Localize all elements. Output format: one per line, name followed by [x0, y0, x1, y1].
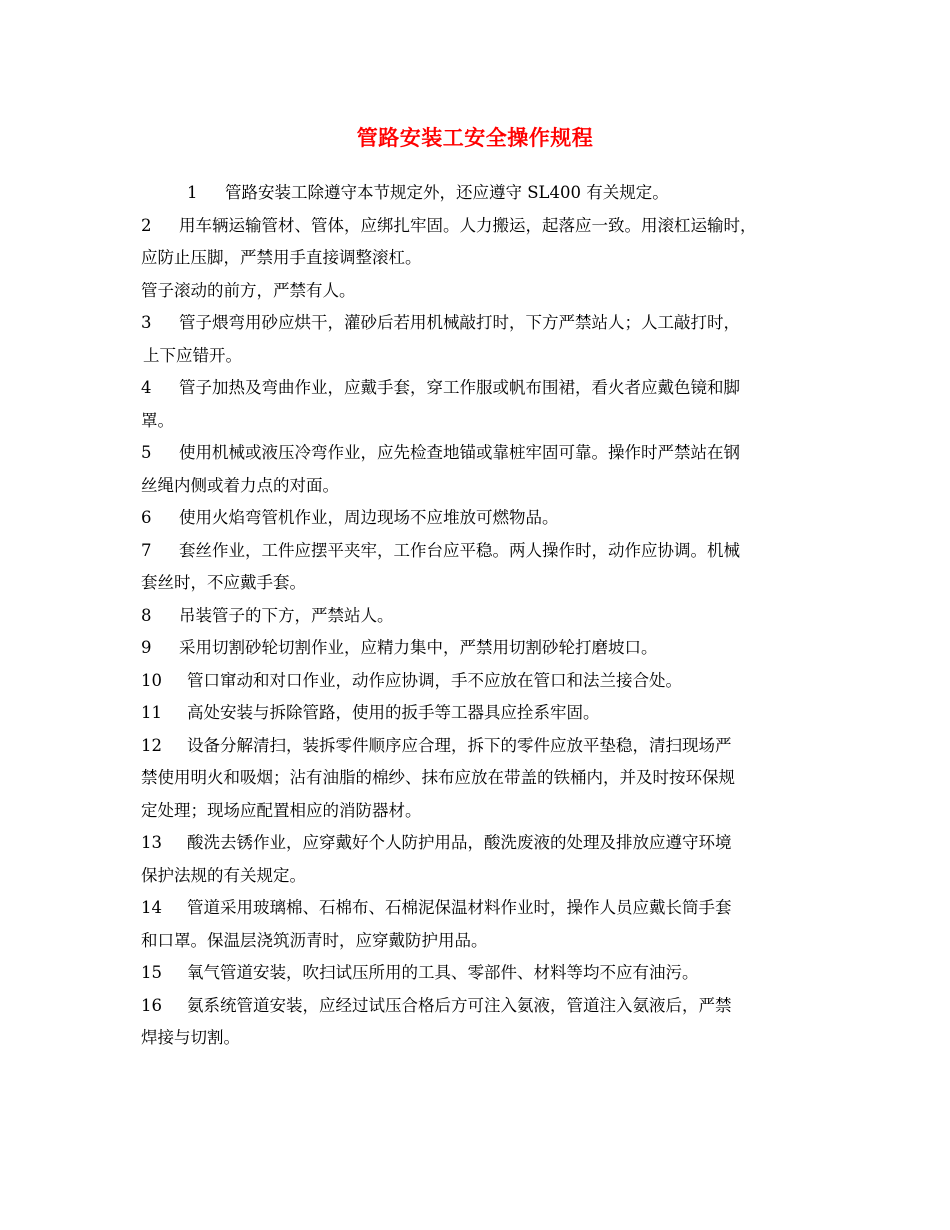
- clause-number: 1: [187, 183, 198, 202]
- clause-number: 12: [141, 735, 162, 755]
- clause-text: 应防止压脚，严禁用手直接调整滚杠。: [141, 248, 422, 267]
- clause-text: 使用火焰弯管机作业，周边现场不应堆放可燃物品。: [179, 508, 559, 527]
- clause-text: 罩。: [141, 410, 174, 430]
- clause-line: [141, 600, 809, 633]
- clause-text: 焊接与切割。: [141, 1028, 240, 1047]
- clause-text: 和口罩。保温层浇筑沥青时，应穿戴防护用品。: [141, 930, 488, 950]
- clause-line: [141, 697, 809, 730]
- clause-number: 13: [141, 833, 162, 852]
- clause-text: 禁使用明火和吸烟；沾有油脂的棉纱、抹布应放在带盖的铁桶内，并及时按环保规: [141, 768, 735, 787]
- clause-line: [141, 177, 809, 210]
- document-title: 管路安装工安全操作规程: [356, 126, 594, 150]
- clause-text: 管道采用玻璃棉、石棉布、石棉泥保温材料作业时，操作人员应戴长筒手套: [187, 898, 732, 917]
- clause-text: 上下应错开。: [143, 345, 242, 365]
- clause-number: 16: [141, 995, 162, 1015]
- clause-text: 套丝时，不应戴手套。: [141, 573, 306, 592]
- clause-text: 套丝作业，工件应摆平夹牢，工作台应平稳。两人操作时，动作应协调。机械: [179, 540, 740, 560]
- clause-continuation-line: [141, 275, 809, 308]
- clause-line: [141, 535, 809, 568]
- clause-text: 设备分解清扫，装拆零件顺序应合理，拆下的零件应放平垫稳，清扫现场严: [187, 735, 732, 755]
- clause-continuation-line: [141, 567, 809, 600]
- clause-continuation-line: [141, 1022, 809, 1055]
- clause-number: 14: [141, 898, 162, 917]
- clause-text: 氨系统管道安装，应经过试压合格后方可注入氨液，管道注入氨液后，严禁: [187, 995, 732, 1015]
- clause-continuation-line: [141, 405, 809, 438]
- clause-text: 管口窜动和对口作业，动作应协调，手不应放在管口和法兰接合处。: [187, 670, 682, 690]
- clause-number: 10: [141, 670, 162, 690]
- clause-line: [141, 210, 809, 243]
- clause-line: [141, 892, 809, 925]
- clause-text: 使用机械或液压冷弯作业，应先检查地锚或靠桩牢固可靠。操作时严禁站在钢: [179, 443, 740, 462]
- clause-number: 8: [141, 605, 152, 625]
- clause-continuation-line: [141, 242, 809, 275]
- clause-text: 高处安装与拆除管路，使用的扳手等工器具应拴系牢固。: [187, 703, 600, 722]
- clause-line: [141, 827, 809, 860]
- clause-number: 11: [141, 703, 162, 722]
- clause-line: [141, 502, 809, 535]
- clause-line: [141, 437, 809, 470]
- clause-number: 4: [141, 378, 152, 397]
- clause-text: 管子煨弯用砂应烘干，灌砂后若用机械敲打时，下方严禁站人；人工敲打时，: [179, 313, 740, 332]
- clause-text: 采用切割砂轮切割作业，应精力集中，严禁用切割砂轮打磨坡口。: [179, 638, 658, 657]
- clause-number: 9: [141, 638, 152, 657]
- clause-line: [141, 372, 809, 405]
- clause-number: 5: [141, 443, 152, 462]
- document-body: [141, 177, 809, 1055]
- clause-line: [141, 632, 809, 665]
- clause-continuation-line: [141, 762, 809, 795]
- clause-number: 7: [141, 540, 152, 560]
- clause-continuation-line: [141, 860, 809, 893]
- clause-text: 酸洗去锈作业，应穿戴好个人防护用品，酸洗废液的处理及排放应遵守环境: [187, 833, 732, 852]
- clause-continuation-line: [141, 795, 809, 828]
- clause-line: [141, 990, 809, 1023]
- clause-text: 保护法规的有关规定。: [141, 865, 306, 885]
- clause-line: [141, 665, 809, 698]
- clause-text: 用车辆运输管材、管体，应绑扎牢固。人力搬运，起落应一致。用滚杠运输时，: [179, 215, 757, 235]
- clause-number: 15: [141, 963, 162, 982]
- clause-number: 3: [141, 313, 152, 332]
- clause-line: [141, 307, 809, 340]
- clause-text: 管路安装工除遵守本节规定外，还应遵守 SL400 有关规定。: [225, 183, 669, 202]
- clause-continuation-line: [141, 925, 809, 958]
- clause-text: 吊装管子的下方，严禁站人。: [179, 605, 394, 625]
- clause-continuation-line: [141, 470, 809, 503]
- clause-line: [141, 730, 809, 763]
- clause-text: 丝绳内侧或着力点的对面。: [141, 475, 339, 495]
- clause-number: 6: [141, 508, 152, 527]
- clause-line: [141, 957, 809, 990]
- clause-text: 管子加热及弯曲作业，应戴手套，穿工作服或帆布围裙，看火者应戴色镜和脚: [179, 378, 740, 397]
- clause-text: 氧气管道安装，吹扫试压所用的工具、零部件、材料等均不应有油污。: [187, 963, 699, 982]
- clause-continuation-line: [141, 340, 809, 373]
- clause-number: 2: [141, 215, 152, 235]
- clause-text: 定处理；现场应配置相应的消防器材。: [141, 800, 422, 820]
- clause-text: 管子滚动的前方，严禁有人。: [141, 280, 356, 300]
